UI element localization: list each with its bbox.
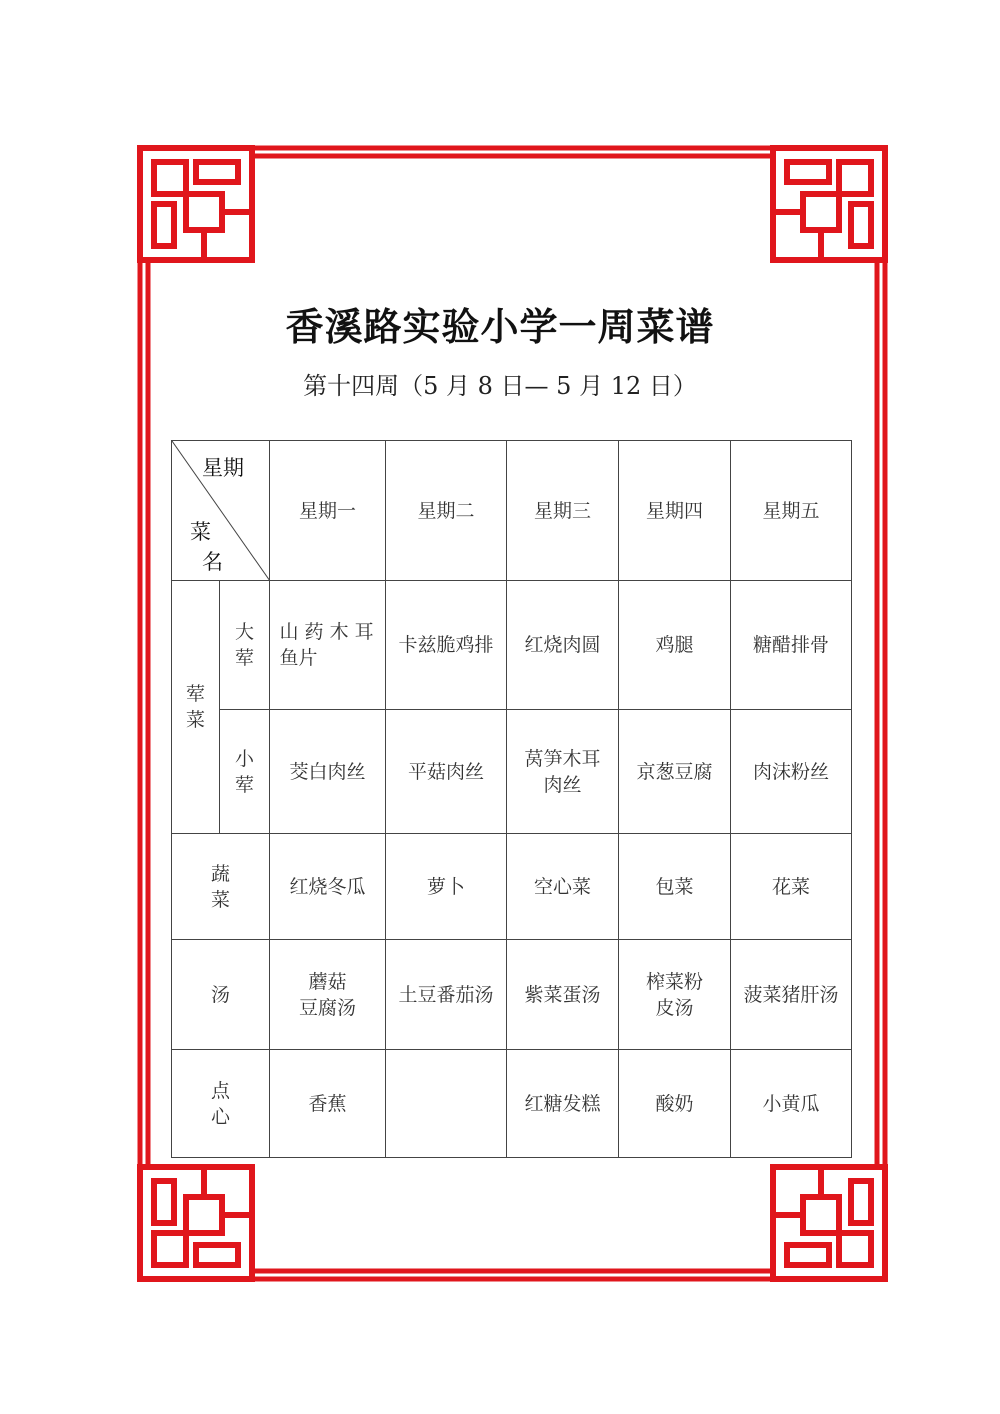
snack-wed: 红糖发糕 [507, 1050, 619, 1158]
big-meat-wed: 红烧肉圆 [507, 581, 619, 710]
soup-label: 汤 [172, 940, 270, 1050]
soup-fri: 菠菜猪肝汤 [731, 940, 852, 1050]
weekly-menu-table [171, 440, 852, 1158]
vegetable-thu: 包菜 [619, 834, 731, 940]
page-title: 香溪路实验小学一周菜谱 [285, 305, 715, 349]
big-meat-fri: 糖醋排骨 [731, 581, 852, 710]
small-meat-mon: 茭白肉丝 [270, 710, 386, 834]
table-row [172, 940, 852, 1050]
corner-header-cell [172, 441, 270, 581]
day-header-fri: 星期五 [731, 441, 852, 581]
snack-mon: 香蕉 [270, 1050, 386, 1158]
day-header-tue: 星期二 [386, 441, 507, 581]
small-meat-tue: 平菇肉丝 [386, 710, 507, 834]
soup-thu: 榨菜粉 皮汤 [619, 940, 731, 1050]
table-row [172, 581, 852, 710]
day-header-thu: 星期四 [619, 441, 731, 581]
vegetable-tue: 萝卜 [386, 834, 507, 940]
soup-tue: 土豆番茄汤 [386, 940, 507, 1050]
table-row [172, 710, 852, 834]
table-header-row [172, 441, 852, 581]
small-meat-thu: 京葱豆腐 [619, 710, 731, 834]
vegetable-mon: 红烧冬瓜 [270, 834, 386, 940]
big-meat-tue: 卡兹脆鸡排 [386, 581, 507, 710]
table-row [172, 1050, 852, 1158]
corner-dish-label-2: 名 [202, 550, 223, 574]
big-meat-mon: 山 药 木 耳鱼片 [270, 581, 386, 710]
small-meat-label: 小 荤 [220, 710, 270, 834]
soup-mon: 蘑菇 豆腐汤 [270, 940, 386, 1050]
vegetable-label: 蔬 菜 [172, 834, 270, 940]
meat-group-label: 荤 菜 [172, 581, 220, 834]
big-meat-label: 大 荤 [220, 581, 270, 710]
snack-fri: 小黄瓜 [731, 1050, 852, 1158]
day-header-wed: 星期三 [507, 441, 619, 581]
vegetable-fri: 花菜 [731, 834, 852, 940]
day-header-mon: 星期一 [270, 441, 386, 581]
snack-tue [386, 1050, 507, 1158]
snack-label: 点 心 [172, 1050, 270, 1158]
corner-weekday-label: 星期 [202, 456, 244, 480]
soup-wed: 紫菜蛋汤 [507, 940, 619, 1050]
snack-thu: 酸奶 [619, 1050, 731, 1158]
small-meat-wed: 莴笋木耳肉丝 [507, 710, 619, 834]
big-meat-thu: 鸡腿 [619, 581, 731, 710]
small-meat-fri: 肉沫粉丝 [731, 710, 852, 834]
vegetable-wed: 空心菜 [507, 834, 619, 940]
week-subtitle: 第十四周（5 月 8 日— 5 月 12 日） [303, 372, 697, 400]
table-row [172, 834, 852, 940]
corner-dish-label-1: 菜 [190, 520, 211, 544]
